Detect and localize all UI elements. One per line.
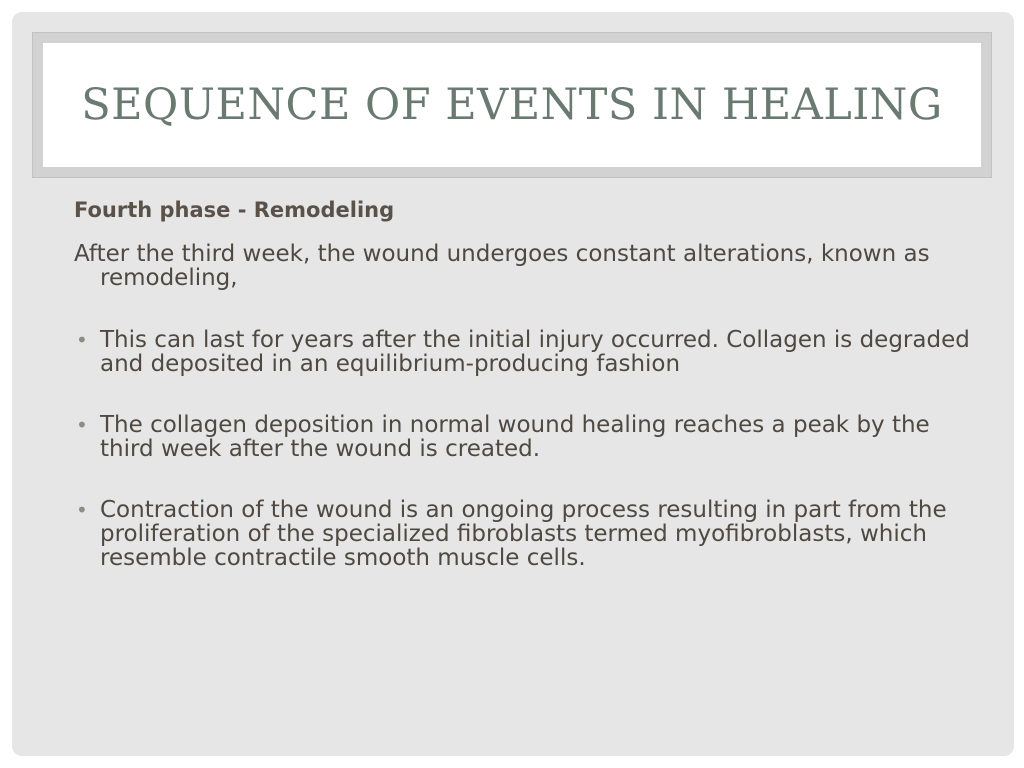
slide-title: SEQUENCE OF EVENTS IN HEALING bbox=[81, 80, 943, 130]
slide bbox=[12, 12, 1014, 756]
phase-subheading: Fourth phase - Remodeling bbox=[74, 198, 395, 222]
bullet-item bbox=[74, 413, 974, 461]
bullet-icon: • bbox=[76, 413, 88, 437]
bullet-item bbox=[74, 328, 974, 376]
bullet-item bbox=[74, 498, 974, 570]
bullet-icon: • bbox=[76, 328, 88, 352]
intro-paragraph: After the third week, the wound undergoes constant alterations, known as remodeling, bbox=[74, 241, 930, 291]
bullet-icon: • bbox=[76, 498, 88, 522]
bullet-text: The collagen deposition in normal wound healing reaches a peak by the third week after the wound is created. bbox=[100, 412, 930, 462]
slide-content bbox=[74, 198, 974, 607]
title-box bbox=[43, 43, 981, 167]
title-frame bbox=[32, 32, 992, 178]
bullet-text: Contraction of the wound is an ongoing process resulting in part from the proliferation of the specialized fibroblasts termed myofibroblasts, which resemble contractile smooth muscle cells. bbox=[100, 497, 947, 571]
bullet-list bbox=[74, 328, 974, 570]
bullet-text: This can last for years after the initial injury occurred. Collagen is degraded and deposited in an equilibrium-producing fashion bbox=[100, 327, 970, 377]
